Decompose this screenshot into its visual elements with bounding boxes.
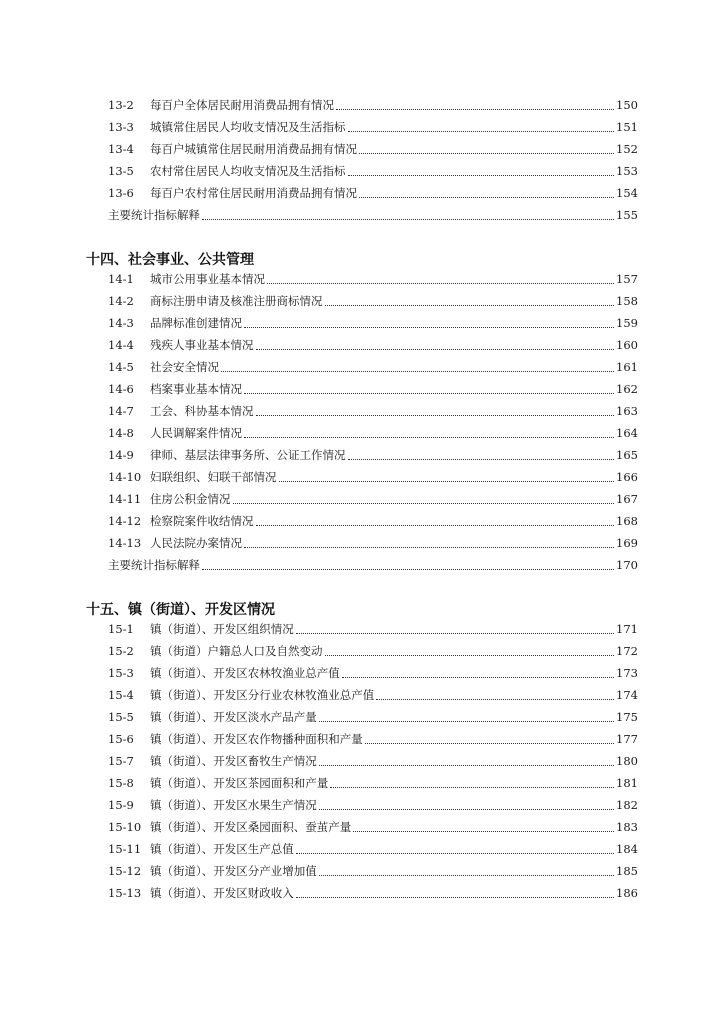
toc-entry-15-10[interactable] <box>108 816 638 838</box>
entry-number: 14-3 <box>108 316 134 330</box>
dot-leader <box>202 568 614 570</box>
entry-number: 15-10 <box>108 820 142 834</box>
entry-page: 151 <box>616 120 638 134</box>
entry-number: 14-9 <box>108 448 134 462</box>
entry-page: 182 <box>616 798 638 812</box>
entry-page: 165 <box>616 448 638 462</box>
entry-number: 14-13 <box>108 536 142 550</box>
entry-number: 14-8 <box>108 426 134 440</box>
toc-entry-13-3[interactable] <box>108 116 638 138</box>
toc-entry-14-9[interactable] <box>108 444 638 466</box>
entry-title: 档案事业基本情况 <box>150 382 242 396</box>
entry-page: 164 <box>616 426 638 440</box>
dot-leader <box>244 546 614 548</box>
entry-title: 镇（街道）、开发区农林牧渔业总产值 <box>150 666 340 680</box>
entry-page: 159 <box>616 316 638 330</box>
dot-leader <box>365 742 614 744</box>
entry-number: 13-4 <box>108 142 134 156</box>
entry-title: 城市公用事业基本情况 <box>150 272 265 286</box>
entry-title: 住房公积金情况 <box>150 492 231 506</box>
entry-title: 律师、基层法律事务所、公证工作情况 <box>150 448 346 462</box>
entry-page: 174 <box>616 688 638 702</box>
dot-leader <box>342 676 614 678</box>
entry-page: 166 <box>616 470 638 484</box>
section-14-list <box>108 268 638 576</box>
entry-page: 181 <box>616 776 638 790</box>
dot-leader <box>319 808 614 810</box>
entry-page: 157 <box>616 272 638 286</box>
toc-entry-15-7[interactable] <box>108 750 638 772</box>
entry-title: 镇（街道）、开发区淡水产品产量 <box>150 710 317 724</box>
dot-leader <box>202 218 614 220</box>
toc-entry-14-10[interactable] <box>108 466 638 488</box>
entry-page: 185 <box>616 864 638 878</box>
entry-title: 残疾人事业基本情况 <box>150 338 254 352</box>
dot-leader <box>376 698 614 700</box>
entry-title: 农村常住居民人均收支情况及生活指标 <box>150 164 346 178</box>
entry-page: 180 <box>616 754 638 768</box>
entry-number: 14-6 <box>108 382 134 396</box>
toc-entry-13-4[interactable] <box>108 138 638 160</box>
entry-title: 每百户全体居民耐用消费品拥有情况 <box>150 98 334 112</box>
dot-leader <box>319 720 614 722</box>
dot-leader <box>319 874 614 876</box>
toc-entry-15-5[interactable] <box>108 706 638 728</box>
dot-leader <box>244 392 614 394</box>
toc-entry-15-3[interactable] <box>108 662 638 684</box>
entry-page: 153 <box>616 164 638 178</box>
toc-entry-15-6[interactable] <box>108 728 638 750</box>
entry-page: 169 <box>616 536 638 550</box>
dot-leader <box>244 436 614 438</box>
entry-number: 14-2 <box>108 294 134 308</box>
entry-number: 15-13 <box>108 886 142 900</box>
toc-entry-14-2[interactable] <box>108 290 638 312</box>
entry-title: 品牌标准创建情况 <box>150 316 242 330</box>
section-13-list <box>108 94 638 226</box>
entry-page: 163 <box>616 404 638 418</box>
toc-entry-15-9[interactable] <box>108 794 638 816</box>
dot-leader <box>296 632 614 634</box>
entry-title: 镇（街道）、开发区桑园面积、蚕茧产量 <box>150 820 352 834</box>
dot-leader <box>336 108 614 110</box>
entry-title: 镇（街道）、开发区财政收入 <box>150 886 294 900</box>
toc-entry-13-5[interactable] <box>108 160 638 182</box>
toc-entry-14-6[interactable] <box>108 378 638 400</box>
entry-title: 镇（街道）、开发区茶园面积和产量 <box>150 776 329 790</box>
entry-title: 主要统计指标解释 <box>108 208 200 222</box>
toc-entry-14-13[interactable] <box>108 532 638 554</box>
dot-leader <box>256 414 615 416</box>
toc-entry-14-notes[interactable] <box>108 554 638 576</box>
dot-leader <box>325 304 615 306</box>
entry-number: 14-1 <box>108 272 134 286</box>
dot-leader <box>256 524 615 526</box>
dot-leader <box>267 282 614 284</box>
toc-entry-15-12[interactable] <box>108 860 638 882</box>
dot-leader <box>296 896 614 898</box>
entry-page: 155 <box>616 208 638 222</box>
entry-page: 168 <box>616 514 638 528</box>
entry-number: 15-3 <box>108 666 134 680</box>
dot-leader <box>359 152 614 154</box>
entry-title: 检察院案件收结情况 <box>150 514 254 528</box>
entry-title: 镇（街道）、开发区分产业增加值 <box>150 864 317 878</box>
dot-leader <box>348 174 615 176</box>
dot-leader <box>256 348 615 350</box>
entry-number: 14-12 <box>108 514 142 528</box>
toc-entry-15-8[interactable] <box>108 772 638 794</box>
entry-page: 150 <box>616 98 638 112</box>
entry-title: 商标注册申请及核准注册商标情况 <box>150 294 323 308</box>
dot-leader <box>244 326 614 328</box>
entry-page: 183 <box>616 820 638 834</box>
entry-number: 15-8 <box>108 776 134 790</box>
toc-entry-14-12[interactable] <box>108 510 638 532</box>
dot-leader <box>221 370 614 372</box>
entry-title: 镇（街道）、开发区组织情况 <box>150 622 294 636</box>
entry-page: 162 <box>616 382 638 396</box>
dot-leader <box>325 654 615 656</box>
entry-title: 人民法院办案情况 <box>150 536 242 550</box>
entry-title: 社会安全情况 <box>150 360 219 374</box>
entry-number: 15-11 <box>108 842 142 856</box>
section-15-list <box>108 618 638 904</box>
entry-title: 主要统计指标解释 <box>108 558 200 572</box>
toc-entry-14-4[interactable] <box>108 334 638 356</box>
toc-entry-13-2[interactable] <box>108 94 638 116</box>
toc-entry-14-1[interactable] <box>108 268 638 290</box>
toc-entry-14-7[interactable] <box>108 400 638 422</box>
toc-entry-14-5[interactable] <box>108 356 638 378</box>
entry-title: 镇（街道）、开发区分行业农林牧渔业总产值 <box>150 688 375 702</box>
entry-title: 工会、科协基本情况 <box>150 404 254 418</box>
entry-page: 160 <box>616 338 638 352</box>
section-15-heading: 十五、镇（街道）、开发区情况 <box>86 602 275 618</box>
entry-page: 152 <box>616 142 638 156</box>
entry-number: 14-4 <box>108 338 134 352</box>
entry-page: 154 <box>616 186 638 200</box>
entry-title: 妇联组织、妇联干部情况 <box>150 470 277 484</box>
entry-number: 14-10 <box>108 470 142 484</box>
dot-leader <box>348 130 615 132</box>
entry-page: 186 <box>616 886 638 900</box>
entry-title: 镇（街道）、开发区农作物播种面积和产量 <box>150 732 363 746</box>
entry-page: 161 <box>616 360 638 374</box>
toc-entry-15-1[interactable] <box>108 618 638 640</box>
entry-number: 15-9 <box>108 798 134 812</box>
entry-title: 人民调解案件情况 <box>150 426 242 440</box>
entry-number: 13-6 <box>108 186 134 200</box>
entry-title: 镇（街道）、开发区生产总值 <box>150 842 294 856</box>
entry-page: 177 <box>616 732 638 746</box>
toc-entry-14-8[interactable] <box>108 422 638 444</box>
entry-page: 158 <box>616 294 638 308</box>
entry-number: 14-11 <box>108 492 142 506</box>
dot-leader <box>296 852 614 854</box>
entry-title: 镇（街道）、开发区水果生产情况 <box>150 798 317 812</box>
dot-leader <box>359 196 614 198</box>
entry-page: 171 <box>616 622 638 636</box>
toc-entry-14-3[interactable] <box>108 312 638 334</box>
entry-page: 173 <box>616 666 638 680</box>
toc-entry-15-11[interactable] <box>108 838 638 860</box>
entry-title: 城镇常住居民人均收支情况及生活指标 <box>150 120 346 134</box>
toc-entry-15-13[interactable] <box>108 882 638 904</box>
entry-title: 镇（街道）户籍总人口及自然变动 <box>150 644 323 658</box>
entry-number: 14-5 <box>108 360 134 374</box>
entry-number: 15-2 <box>108 644 134 658</box>
dot-leader <box>330 786 614 788</box>
dot-leader <box>233 502 615 504</box>
entry-number: 13-5 <box>108 164 134 178</box>
entry-title: 每百户城镇常住居民耐用消费品拥有情况 <box>150 142 357 156</box>
entry-number: 15-6 <box>108 732 134 746</box>
toc-entry-14-11[interactable] <box>108 488 638 510</box>
entry-page: 175 <box>616 710 638 724</box>
entry-page: 170 <box>616 558 638 572</box>
entry-page: 172 <box>616 644 638 658</box>
entry-page: 184 <box>616 842 638 856</box>
entry-number: 15-5 <box>108 710 134 724</box>
dot-leader <box>319 764 614 766</box>
entry-number: 15-12 <box>108 864 142 878</box>
entry-title: 镇（街道）、开发区畜牧生产情况 <box>150 754 317 768</box>
toc-entry-13-notes[interactable] <box>108 204 638 226</box>
toc-entry-13-6[interactable] <box>108 182 638 204</box>
entry-number: 13-3 <box>108 120 134 134</box>
section-14-heading: 十四、社会事业、公共管理 <box>86 252 254 268</box>
entry-number: 15-1 <box>108 622 134 636</box>
toc-entry-15-2[interactable] <box>108 640 638 662</box>
dot-leader <box>279 480 615 482</box>
entry-number: 14-7 <box>108 404 134 418</box>
toc-entry-15-4[interactable] <box>108 684 638 706</box>
entry-number: 15-4 <box>108 688 134 702</box>
entry-title: 每百户农村常住居民耐用消费品拥有情况 <box>150 186 357 200</box>
entry-number: 15-7 <box>108 754 134 768</box>
dot-leader <box>353 830 614 832</box>
dot-leader <box>348 458 615 460</box>
entry-number: 13-2 <box>108 98 134 112</box>
entry-page: 167 <box>616 492 638 506</box>
